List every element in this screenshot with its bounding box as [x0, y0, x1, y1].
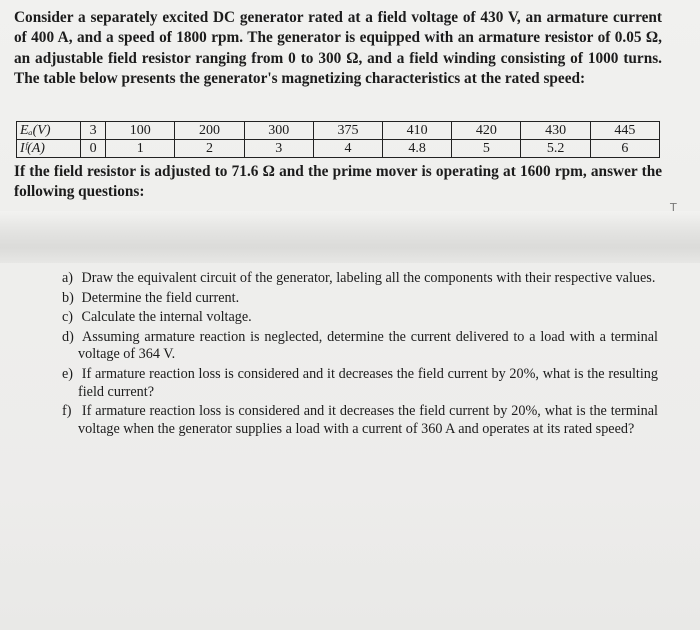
question-list — [62, 270, 658, 440]
row-label-ea: Eₐ(V) — [17, 122, 81, 140]
question-item — [62, 309, 658, 327]
table-cell: 410 — [383, 122, 452, 140]
question-item — [62, 403, 658, 438]
blank-area — [0, 500, 700, 630]
table-cell: 200 — [175, 122, 244, 140]
text-cursor-glyph: T — [670, 201, 677, 214]
table-cell: 3 — [81, 122, 106, 140]
table-cell: 4 — [313, 140, 382, 158]
question-label: e) — [62, 365, 74, 382]
magnetization-table — [16, 121, 660, 158]
row-label-if: Iᶠ(A) — [17, 140, 81, 158]
table-cell: 430 — [521, 122, 590, 140]
question-text: Draw the equivalent circuit of the generator, labeling all the components with their respective values. — [81, 270, 656, 286]
table-cell: 3 — [244, 140, 313, 158]
table-cell: 5 — [452, 140, 521, 158]
question-label: c) — [62, 309, 74, 326]
question-text: If armature reaction loss is considered and it decreases the field current by 20%, what is the terminal voltage when the generator supplies a load with a current of 360 A and operates at its rated speed? — [78, 403, 659, 437]
table-row-if — [17, 140, 660, 158]
question-text: If armature reaction loss is considered and it decreases the field current by 20%, what is the resulting field current? — [78, 365, 658, 400]
question-text: Calculate the internal voltage. — [81, 309, 252, 326]
table-cell: 445 — [590, 122, 659, 140]
problem-intro: Consider a separately excited DC generator rated at a field voltage of 430 V, an armature current of 400 A, and a speed of 1800 rpm. The generator is equipped with an armature resistor of 0.05 Ω, an adjustable field resistor ranging from 0 to 300 Ω, and a field winding consisting of 1000 turns. The table below presents the generator's magnetizing characteristics at the rated speed: — [14, 9, 662, 87]
question-label: b) — [62, 289, 74, 306]
question-item — [62, 290, 658, 308]
problem-instruction: If the field resistor is adjusted to 71.6 Ω and the prime mover is operating at 1600 rpm, answer the following questions: — [14, 163, 662, 200]
table-cell: 375 — [313, 122, 382, 140]
table-cell: 100 — [106, 122, 175, 140]
table-cell: 2 — [175, 140, 244, 158]
photo-glare-band — [0, 211, 700, 263]
table-row-ea — [17, 122, 660, 140]
question-text: Assuming armature reaction is neglected, determine the current delivered to a load with a terminal voltage of 364 V. — [78, 328, 658, 363]
question-text: Determine the field current. — [81, 289, 240, 306]
table-cell: 5.2 — [521, 140, 590, 158]
question-item — [62, 329, 658, 364]
table-cell: 4.8 — [383, 140, 452, 158]
question-item — [62, 366, 658, 401]
table-cell: 6 — [590, 140, 659, 158]
table-cell: 0 — [81, 140, 106, 158]
table-cell: 1 — [106, 140, 175, 158]
question-item — [62, 270, 658, 288]
question-label: f) — [62, 403, 72, 420]
question-label: a) — [62, 270, 74, 286]
table-cell: 420 — [452, 122, 521, 140]
question-label: d) — [62, 328, 74, 345]
table-cell: 300 — [244, 122, 313, 140]
